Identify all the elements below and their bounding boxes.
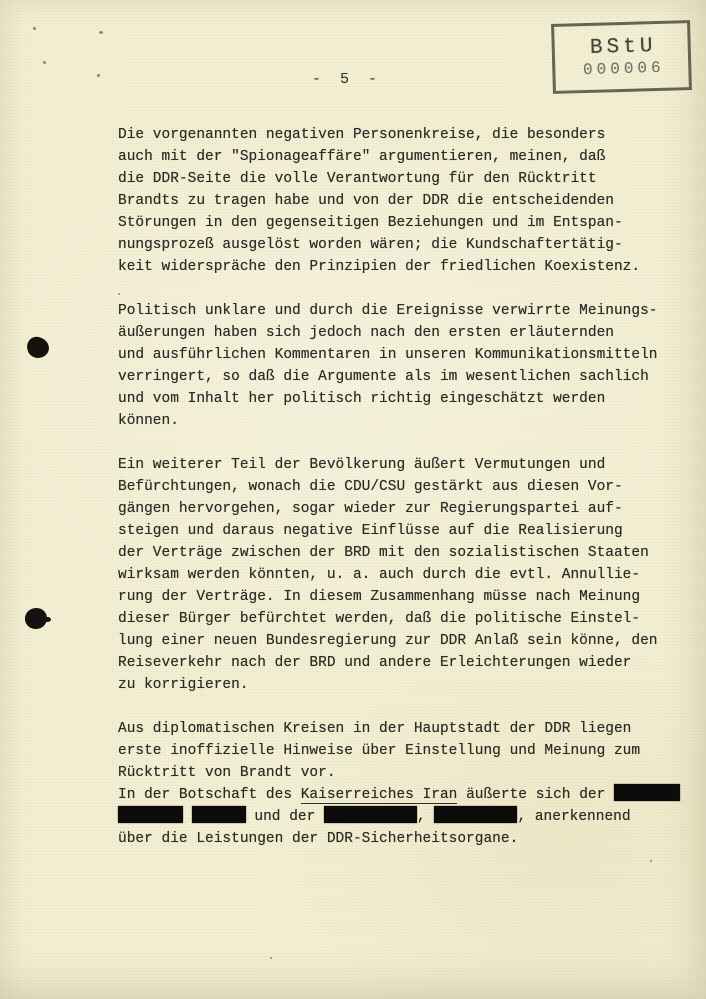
text-line [118, 344, 670, 366]
text-line [118, 564, 670, 586]
paper-speck [118, 293, 120, 295]
paper-speck [99, 31, 103, 34]
page-number: - 5 - [312, 71, 383, 88]
paragraph [118, 300, 670, 432]
paper-speck [33, 27, 36, 30]
text-segment: äußerungen haben sich jedoch nach den ersten erläuternden [118, 325, 614, 341]
text-line [118, 674, 670, 696]
text-line [118, 234, 670, 256]
text-segment: Politisch unklare und durch die Ereignisse verwirrte Meinungs- [118, 303, 658, 319]
text-segment: erste inoffizielle Hinweise über Einstellung und Meinung zum [118, 743, 641, 759]
text-segment: und vom Inhalt her politisch richtig eingeschätzt werden [118, 391, 606, 407]
text-segment: nungsprozeß ausgelöst worden wären; die Kundschaftertätig- [118, 237, 623, 253]
redaction-bar [118, 806, 183, 823]
paragraph [118, 454, 670, 696]
stamp-agency-label: BStU [589, 35, 657, 60]
paragraph [118, 124, 670, 278]
text-segment: rung der Verträge. In diesem Zusammenhang müsse nach Meinung [118, 589, 641, 605]
text-line [118, 498, 670, 520]
text-segment: der Verträge zwischen der BRD mit den sozialistischen Staaten [118, 545, 649, 561]
text-line [118, 608, 670, 630]
text-segment: Aus diplomatischen Kreisen in der Hauptstadt der DDR liegen [118, 721, 632, 737]
text-line [118, 828, 670, 850]
text-line [118, 586, 670, 608]
text-segment: Befürchtungen, wonach die CDU/CSU gestärkt aus diesen Vor- [118, 479, 623, 495]
underlined-text: Kaiserreiches Iran [300, 787, 458, 803]
text-line [118, 762, 670, 784]
text-line [118, 168, 670, 190]
text-line [118, 542, 670, 564]
text-line [118, 256, 670, 278]
text-segment: Ein weiterer Teil der Bevölkerung äußert Vermutungen und [118, 457, 606, 473]
text-line [118, 300, 670, 322]
text-segment: wirksam werden könnten, u. a. auch durch die evtl. Annullie- [118, 567, 641, 583]
text-line [118, 784, 670, 806]
redaction-bar [324, 806, 417, 823]
text-segment: keit widerspräche den Prinzipien der friedlichen Koexistenz. [118, 259, 641, 275]
text-line [118, 124, 670, 146]
paper-speck [650, 860, 652, 862]
text-segment: Rücktritt von Brandt vor. [118, 765, 336, 781]
paragraph [118, 718, 670, 850]
text-segment: und ausführlichen Kommentaren in unseren Kommunikationsmitteln [118, 347, 658, 363]
redaction-bar [192, 806, 246, 823]
stamp-serial-number: 000006 [582, 58, 665, 80]
text-line [118, 454, 670, 476]
text-segment: In der Botschaft des [118, 787, 301, 803]
text-segment: lung einer neuen Bundesregierung zur DDR Anlaß sein könne, den [118, 633, 658, 649]
text-segment: gängen hervorgehen, sogar wieder zur Regierungspartei auf- [118, 501, 623, 517]
text-line [118, 190, 670, 212]
text-segment: Brandts zu tragen habe und von der DDR die entscheidenden [118, 193, 614, 209]
text-line [118, 388, 670, 410]
bstu-archive-stamp [551, 20, 692, 94]
text-line [118, 630, 670, 652]
text-block [118, 124, 670, 872]
text-line [118, 652, 670, 674]
ink-blot [26, 336, 51, 360]
text-line [118, 520, 670, 542]
redaction-bar [614, 784, 680, 801]
text-line [118, 476, 670, 498]
text-line [118, 410, 670, 432]
paper-speck [43, 61, 46, 64]
text-segment: Störungen in den gegenseitigen Beziehungen und im Entspan- [118, 215, 623, 231]
text-line [118, 740, 670, 762]
text-segment: verringert, so daß die Argumente als im wesentlichen sachlich [118, 369, 649, 385]
text-segment: und der [245, 809, 325, 825]
text-line [118, 322, 670, 344]
paper-speck [270, 957, 272, 959]
text-line [118, 806, 670, 828]
text-segment: steigen und daraus negative Einflüsse auf die Realisierung [118, 523, 623, 539]
text-line [118, 212, 670, 234]
text-segment: Reiseverkehr nach der BRD und andere Erleichterungen wieder [118, 655, 632, 671]
text-segment: können. [118, 413, 179, 429]
paper-speck [97, 74, 100, 77]
text-segment [183, 809, 192, 825]
text-segment: , [417, 809, 435, 825]
text-segment: die DDR-Seite die volle Verantwortung für den Rücktritt [118, 171, 597, 187]
text-segment: Die vorgenannten negativen Personenkreise, die besonders [118, 127, 606, 143]
text-line [118, 366, 670, 388]
text-segment: auch mit der "Spionageaffäre" argumentieren, meinen, daß [118, 149, 606, 165]
text-segment: äußerte sich der [457, 787, 615, 803]
redaction-bar [434, 806, 517, 823]
text-line [118, 718, 670, 740]
text-segment: , anerkennend [517, 809, 631, 825]
text-line [118, 146, 670, 168]
text-segment: zu korrigieren. [118, 677, 249, 693]
ink-blot [25, 608, 47, 629]
text-segment: über die Leistungen der DDR-Sicherheitsorgane. [118, 831, 519, 847]
text-segment: dieser Bürger befürchtet werden, daß die politische Einstel- [118, 611, 641, 627]
